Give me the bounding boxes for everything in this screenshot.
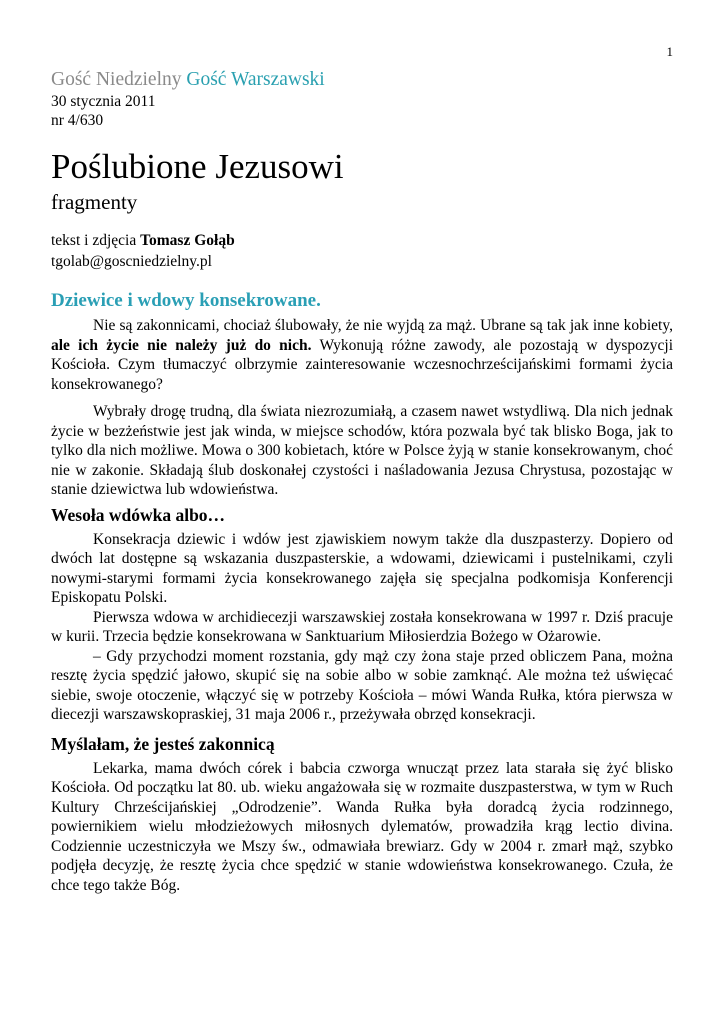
- paragraph: Pierwsza wdowa w archidiecezji warszawskiej została konsekrowana w 1997 r. Dziś pracuje w kurii. Trzecia będzie konsekrowana w Sanktuarium Miłosierdzia Bożego w Ożarowie.: [51, 608, 673, 645]
- section-heading-3: Myślałam, że jesteś zakonnicą: [51, 733, 275, 754]
- paragraph-bold-text: ale ich życie nie należy już do nich.: [51, 336, 312, 354]
- article-subtitle: fragmenty: [51, 190, 138, 214]
- paragraph-text: Nie są zakonnicami, chociaż ślubowały, że nie wyjdą za mąż. Ubrane są tak jak inne kobiety,: [93, 317, 673, 334]
- section-heading-2: Wesoła wdówka albo…: [51, 504, 226, 525]
- issue-number: nr 4/630: [51, 112, 104, 129]
- issue-date: 30 stycznia 2011: [51, 93, 156, 110]
- page-number: 1: [666, 44, 673, 59]
- masthead-brand: Gość Niedzielny: [51, 69, 182, 90]
- paragraph: – Gdy przychodzi moment rozstania, gdy mąż czy żona staje przed obliczem Pana, można resztę życia spędzić jałowo, skupić się na sobie albo w sobie zamknąć. Ale można też uświęcać siebie, swoje otoczenie, włączyć się w potrzeby Kościoła – mówi Wanda Rułka, która pierwsza w diecezji warszawskopraskiej, 31 maja 2006 r., przeżywała obrzęd konsekracji.: [51, 647, 673, 723]
- byline: [51, 230, 673, 272]
- document-page: [51, 0, 673, 895]
- paragraph: Konsekracja dziewic i wdów jest zjawiskiem nowym także dla duszpasterzy. Dopiero od dwóch lat dostępne są wskazania duszpasterskie, a wdowami, dziewicami i pustelnikami, czyli nowymi-starymi formami życia konsekrowanego zajęła się specjalna podkomisja Konferencji Episkopatu Polski.: [51, 530, 673, 606]
- section-heading-1: Dziewice i wdowy konsekrowane.: [51, 290, 321, 311]
- masthead-edition: Gość Warszawski: [186, 69, 325, 90]
- author-name: Tomasz Gołąb: [140, 232, 235, 249]
- article-title: Poślubione Jezusowi: [51, 147, 344, 186]
- masthead: [51, 68, 673, 92]
- paragraph: Wybrały drogę trudną, dla świata niezrozumiałą, a czasem nawet wstydliwą. Dla nich jednak życie w bezżeństwie jest jak winda, w miejsce schodów, która pozwala być tak blisko Boga, jak to tylko dla nich możliwe. Mowa o 300 kobietach, które w Polsce żyją w stanie konsekrowanym, choć nie w zakonie. Składają ślub doskonałej czystości i naśladowania Jezusa Chrystusa, pozostając w stanie dziewictwa lub wdowieństwa.: [51, 403, 673, 498]
- paragraph: Lekarka, mama dwóch córek i babcia czworga wnucząt przez lata starała się żyć blisko Kościoła. Od początku lat 80. ub. wieku angażowała się w rozmaite duszpasterstwa, w tym w Ruch Kultury Chrześcijańskiej „Odrodzenie”. Wanda Rułka była doradcą życia rodzinnego, powiernikiem wielu młodzieżowych miłosnych dylematów, prowadziła krąg lectio divina. Codziennie uczestniczyła we Mszy św., odmawiała brewiarz. Gdy w 2004 r. zmarł mąż, szybko podjęła decyzję, że resztę życia chce spędzić w stanie wdowieństwa konsekrowanego. Czuła, że chce tego także Bóg.: [51, 759, 673, 894]
- paragraph: [51, 316, 673, 394]
- byline-prefix: tekst i zdjęcia: [51, 232, 141, 249]
- paragraph-text: Wykonują różne zawody, ale pozostają w dyspozycji Kościoła. Czym tłumaczyć olbrzymie zainteresowanie wczesnochrześcijańskimi formami życia konsekrowanego?: [51, 336, 673, 393]
- author-email: tgolab@goscniedzielny.pl: [51, 253, 212, 270]
